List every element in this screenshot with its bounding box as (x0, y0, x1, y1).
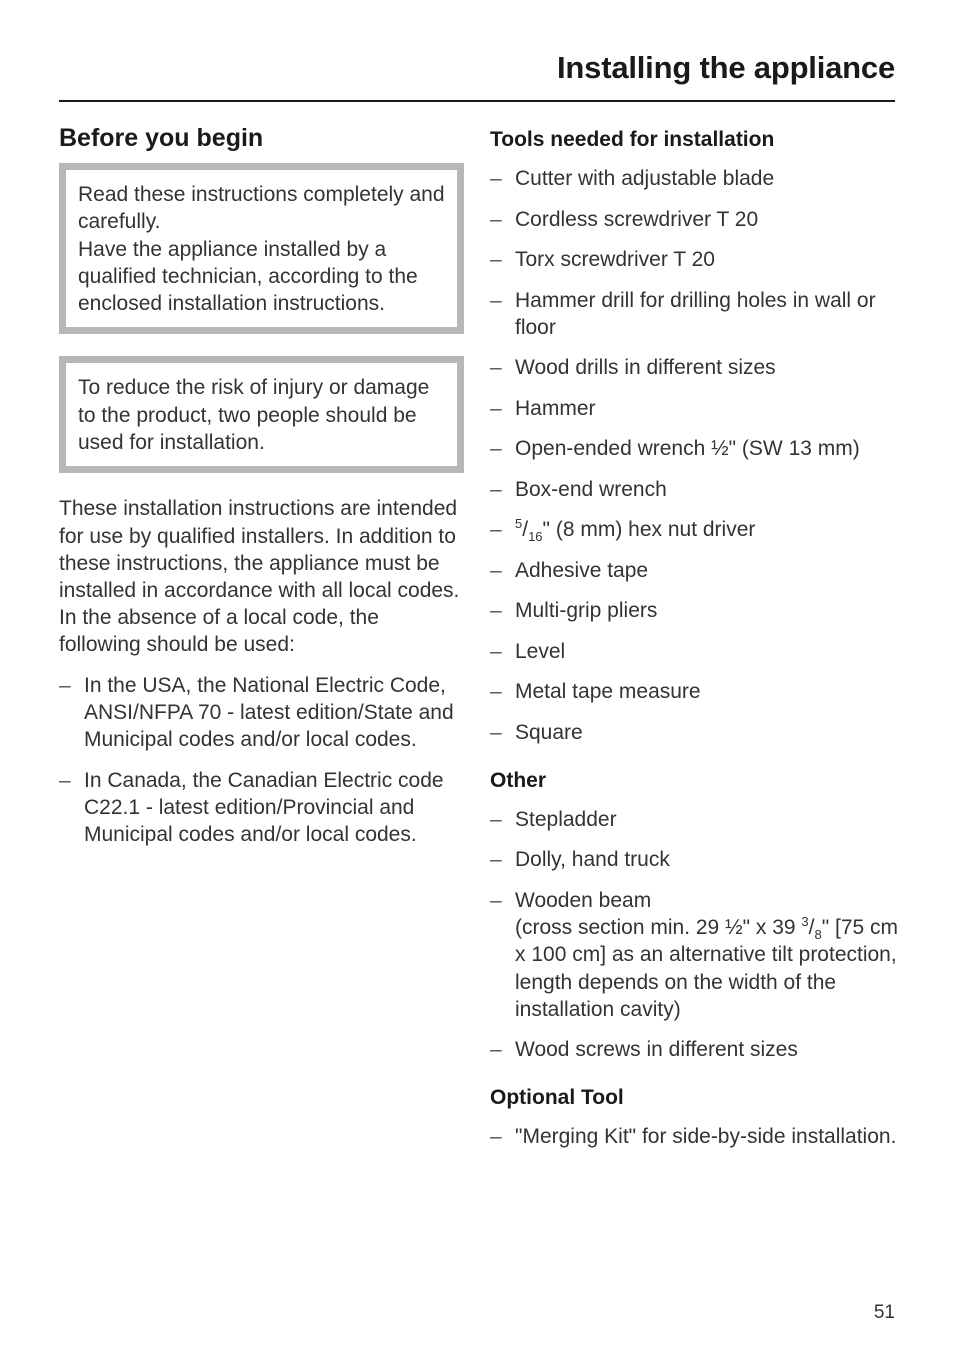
list-item-text: Torx screwdriver T 20 (515, 248, 715, 271)
list-item-text (515, 516, 756, 545)
dash-bullet: – (490, 248, 502, 271)
list-item (490, 435, 900, 462)
fraction-slash: / (522, 518, 529, 542)
list-item-text: Wood screws in different sizes (515, 1038, 798, 1062)
list-item (490, 846, 900, 873)
codes-list (59, 672, 464, 849)
list-item-text: Square (515, 720, 583, 744)
dash-bullet: – (59, 768, 71, 792)
list-item (490, 287, 900, 341)
list-item (59, 767, 464, 849)
notice-line: To reduce the risk of injury or damage to the product, two people should be used for installation. (78, 376, 430, 455)
list-item-text-b: " [75 cm x 100 cm] as an alternative tilt protection, length depends on the width of the installation cavity) (515, 916, 899, 1021)
dash-bullet: – (490, 1125, 502, 1149)
tools-list (490, 165, 900, 746)
list-item (490, 206, 900, 233)
dash-bullet: – (490, 356, 502, 380)
dash-bullet: – (490, 1038, 502, 1062)
dash-bullet: – (490, 288, 502, 312)
dash-bullet: – (490, 167, 502, 190)
list-item (490, 806, 900, 833)
list-item (490, 678, 900, 705)
other-title: Other (490, 768, 547, 792)
list-item (490, 476, 900, 503)
fraction-numerator: 5 (515, 516, 523, 532)
list-item-text: Cutter with adjustable blade (515, 167, 775, 190)
list-item (490, 887, 900, 1023)
dash-bullet: – (490, 599, 502, 623)
intro-paragraph: These installation instructions are intended for use by qualified installers. In addition to these instructions, the appliance must be installed in accordance with all local codes. In the absence of a local code, the following should be used: (59, 497, 460, 657)
list-item-text-line1: Wooden beam (515, 888, 652, 912)
dash-bullet: – (490, 558, 502, 582)
list-item-text: Metal tape measure (515, 680, 701, 704)
notice-line: Read these instructions completely and carefully. (78, 183, 445, 234)
list-item-text: Dolly, hand truck (515, 848, 670, 872)
page-header-title: Installing the appliance (557, 50, 895, 85)
optional-list (490, 1123, 900, 1150)
list-item (490, 354, 900, 381)
list-item-text: "Merging Kit" for side-by-side installation. (515, 1125, 897, 1149)
dash-bullet: – (490, 396, 502, 420)
list-item-text: Stepladder (515, 807, 617, 831)
list-item-text: In the USA, the National Electric Code, ANSI/NFPA 70 - latest edition/State and Municipal codes and/or local codes. (84, 673, 454, 751)
list-item-text: Hammer (515, 396, 596, 420)
list-item (490, 638, 900, 665)
list-item (490, 1123, 900, 1150)
fraction-denominator: 16 (528, 529, 543, 545)
dash-bullet: – (490, 720, 502, 744)
dash-bullet: – (490, 848, 502, 872)
dash-bullet: – (490, 680, 502, 704)
list-item (490, 516, 900, 543)
tools-title: Tools needed for installation (490, 128, 775, 151)
optional-title: Optional Tool (490, 1086, 624, 1110)
dash-bullet: – (490, 207, 502, 231)
fraction-denominator: 8 (814, 927, 822, 943)
dash-bullet: – (490, 437, 502, 461)
list-item-text: Box-end wrench (515, 477, 667, 501)
header-rule (59, 100, 895, 102)
list-item (490, 246, 900, 273)
fraction-numerator: 3 (801, 914, 809, 930)
notice-box-instructions (59, 163, 464, 334)
dash-bullet: – (490, 518, 502, 542)
list-item-text: Adhesive tape (515, 558, 649, 582)
dash-bullet: – (490, 639, 502, 663)
right-column (490, 128, 900, 1164)
list-item (490, 597, 900, 624)
list-item-text-a: (cross section min. 29 ½" x 39 (515, 916, 802, 940)
list-item (490, 395, 900, 422)
dash-bullet: – (490, 888, 502, 912)
page-number: 51 (873, 1302, 895, 1323)
list-item-text: Hammer drill for drilling holes in wall or floor (515, 288, 876, 339)
list-item-text: Multi-grip pliers (515, 599, 658, 623)
list-item-text: Cordless screwdriver T 20 (515, 207, 759, 231)
list-item-text: Level (515, 639, 566, 663)
list-item-text: Open-ended wrench ½" (SW 13 mm) (515, 437, 860, 461)
list-item (490, 719, 900, 746)
left-column (59, 124, 464, 862)
notice-box-safety (59, 356, 464, 473)
list-item-text: Wood drills in different sizes (515, 356, 776, 380)
list-item (59, 672, 464, 754)
dash-bullet: – (490, 477, 502, 501)
fraction-slash: / (808, 916, 815, 940)
other-list (490, 806, 900, 1064)
dash-bullet: – (59, 673, 71, 697)
list-item-text (515, 889, 898, 1021)
dash-bullet: – (490, 807, 502, 831)
list-item-text: In Canada, the Canadian Electric code C22.1 - latest edition/Provincial and Municipal codes and/or local codes. (84, 768, 444, 847)
section-title: Before you begin (59, 124, 264, 152)
list-item (490, 557, 900, 584)
notice-line: Have the appliance installed by a qualified technician, according to the enclosed installation instructions. (78, 237, 418, 316)
list-item (490, 1036, 900, 1063)
list-item-text-rest: " (8 mm) hex nut driver (542, 518, 756, 542)
list-item (490, 165, 900, 192)
